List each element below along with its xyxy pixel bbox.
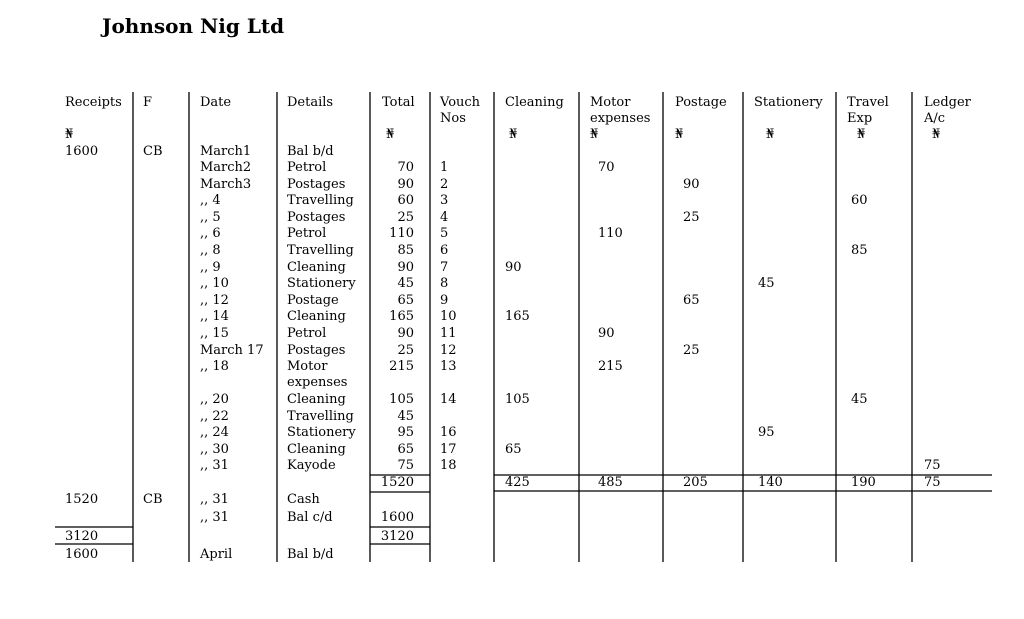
currency-postage: ₦	[675, 127, 684, 142]
cell-total: 165	[389, 309, 414, 324]
cell-postage: 65	[683, 293, 700, 308]
cell-vouch: 13	[440, 359, 457, 374]
cell-vouch: 18	[440, 458, 457, 473]
cell-vouch: 3	[440, 193, 449, 208]
cell-total: 25	[397, 210, 414, 225]
currency-stationery: ₦	[766, 127, 775, 142]
cell-vouch: 12	[440, 343, 457, 358]
cell-details: Petrol	[287, 326, 327, 341]
cell-total: 75	[397, 458, 414, 473]
header-travel: Travel	[847, 95, 889, 110]
cell-folio: CB	[143, 492, 163, 507]
cell-total: 215	[389, 359, 414, 374]
cell-total: 60	[397, 193, 414, 208]
header-postage: Postage	[675, 95, 727, 110]
cell-vouch: 4	[440, 210, 449, 225]
cell-date: ,, 31	[200, 510, 229, 525]
cell-travel: 45	[851, 392, 868, 407]
cell-details: Postage	[287, 293, 339, 308]
cell-date: ,, 22	[200, 409, 229, 424]
cell-total: 90	[397, 177, 414, 192]
header-ledger: A/c	[924, 111, 946, 126]
cell-total: 90	[397, 260, 414, 275]
cell-details: Bal b/d	[287, 547, 334, 562]
cell-date: ,, 18	[200, 359, 229, 374]
cell-details: Cleaning	[287, 260, 346, 275]
cell-motor: 485	[598, 475, 623, 490]
cell-date: March 17	[200, 343, 264, 358]
cell-total: 1520	[380, 475, 414, 490]
cell-details: Travelling	[287, 243, 354, 258]
header-folio: F	[143, 95, 153, 110]
cell-motor: 70	[598, 160, 615, 175]
cell-details: Kayode	[287, 458, 336, 473]
cell-date: March3	[200, 177, 252, 192]
cell-stationery: 95	[758, 425, 775, 440]
cell-receipts: 1600	[65, 144, 99, 159]
cell-motor: 110	[598, 226, 623, 241]
cell-vouch: 5	[440, 226, 449, 241]
cell-folio: CB	[143, 144, 163, 159]
cell-date: ,, 30	[200, 442, 229, 457]
cell-stationery: 45	[758, 276, 775, 291]
cell-details: Cleaning	[287, 442, 346, 457]
cell-total: 65	[397, 442, 414, 457]
cell-vouch: 2	[440, 177, 449, 192]
cell-total: 1600	[380, 510, 414, 525]
header-cleaning: Cleaning	[505, 95, 564, 110]
cell-motor: 90	[598, 326, 615, 341]
cell-date: ,, 10	[200, 276, 229, 291]
cell-date: ,, 31	[200, 492, 229, 507]
cell-vouch: 7	[440, 260, 449, 275]
currency-total: ₦	[386, 127, 395, 142]
cell-date: ,, 14	[200, 309, 229, 324]
cell-date: ,, 31	[200, 458, 229, 473]
cell-cleaning: 105	[505, 392, 530, 407]
cell-total: 3120	[380, 529, 414, 544]
cell-date: April	[200, 547, 233, 562]
cell-travel: 85	[851, 243, 868, 258]
header-vouch: Vouch	[440, 95, 481, 110]
cell-date: ,, 24	[200, 425, 229, 440]
cell-date: March1	[200, 144, 252, 159]
cell-postage: 90	[683, 177, 700, 192]
cell-date: ,, 4	[200, 193, 221, 208]
cell-date: ,, 6	[200, 226, 221, 241]
cell-cleaning: 65	[505, 442, 522, 457]
cell-details: Motor	[287, 359, 328, 374]
header-vouch: Nos	[440, 111, 466, 126]
header-motor: Motor	[590, 95, 631, 110]
cell-details: Petrol	[287, 226, 327, 241]
cell-stationery: 140	[758, 475, 783, 490]
cell-travel: 190	[851, 475, 876, 490]
cell-total: 45	[397, 276, 414, 291]
cell-vouch: 6	[440, 243, 449, 258]
header-travel: Exp	[847, 111, 873, 126]
cell-date: ,, 8	[200, 243, 221, 258]
cell-details: Cash	[287, 492, 320, 507]
cell-postage: 205	[683, 475, 708, 490]
cell-details: Cleaning	[287, 392, 346, 407]
cell-details: Travelling	[287, 193, 354, 208]
cell-total: 105	[389, 392, 414, 407]
cell-total: 95	[397, 425, 414, 440]
cell-motor: 215	[598, 359, 623, 374]
cell-vouch: 9	[440, 293, 449, 308]
cell-cleaning: 165	[505, 309, 530, 324]
header-motor: expenses	[590, 111, 651, 126]
header-date: Date	[200, 95, 232, 110]
cell-details: Postages	[287, 343, 346, 358]
cell-receipts: 1600	[65, 547, 99, 562]
cell-vouch: 1	[440, 160, 449, 175]
cell-details: Bal c/d	[287, 510, 333, 525]
cell-total: 45	[397, 409, 414, 424]
cell-date: ,, 20	[200, 392, 229, 407]
cell-total: 110	[389, 226, 414, 241]
cell-total: 25	[397, 343, 414, 358]
cell-details: Postages	[287, 177, 346, 192]
cell-total: 85	[397, 243, 414, 258]
cell-vouch: 10	[440, 309, 457, 324]
header-total: Total	[382, 95, 415, 110]
company-title: Johnson Nig Ltd	[102, 14, 285, 38]
cell-details: Stationery	[287, 425, 356, 440]
cell-vouch: 11	[440, 326, 457, 341]
cell-details: Bal b/d	[287, 144, 334, 159]
cell-ledger: 75	[924, 458, 941, 473]
cell-details: Cleaning	[287, 309, 346, 324]
cell-date: ,, 12	[200, 293, 229, 308]
cell-cleaning: 425	[505, 475, 530, 490]
cell-total: 70	[397, 160, 414, 175]
cell-details: Travelling	[287, 409, 354, 424]
cell-date: ,, 15	[200, 326, 229, 341]
currency-ledger: ₦	[932, 127, 941, 142]
currency-receipts: ₦	[65, 127, 74, 142]
cell-date: ,, 9	[200, 260, 221, 275]
currency-travel: ₦	[857, 127, 866, 142]
header-stationery: Stationery	[754, 95, 823, 110]
cell-details: Stationery	[287, 276, 356, 291]
cell-total: 90	[397, 326, 414, 341]
header-receipts: Receipts	[65, 95, 122, 110]
cell-cleaning: 90	[505, 260, 522, 275]
cell-vouch: 17	[440, 442, 457, 457]
cell-details: Postages	[287, 210, 346, 225]
cell-details: expenses	[287, 375, 348, 390]
cell-travel: 60	[851, 193, 868, 208]
cell-receipts: 3120	[65, 529, 99, 544]
cell-postage: 25	[683, 343, 700, 358]
currency-cleaning: ₦	[509, 127, 518, 142]
header-ledger: Ledger	[924, 95, 971, 110]
cell-date: March2	[200, 160, 252, 175]
header-details: Details	[287, 95, 334, 110]
cell-receipts: 1520	[65, 492, 99, 507]
cell-vouch: 8	[440, 276, 449, 291]
cell-vouch: 14	[440, 392, 457, 407]
cell-details: Petrol	[287, 160, 327, 175]
cell-total: 65	[397, 293, 414, 308]
currency-motor: ₦	[590, 127, 599, 142]
cell-ledger: 75	[924, 475, 941, 490]
cell-vouch: 16	[440, 425, 457, 440]
cell-date: ,, 5	[200, 210, 221, 225]
cell-postage: 25	[683, 210, 700, 225]
